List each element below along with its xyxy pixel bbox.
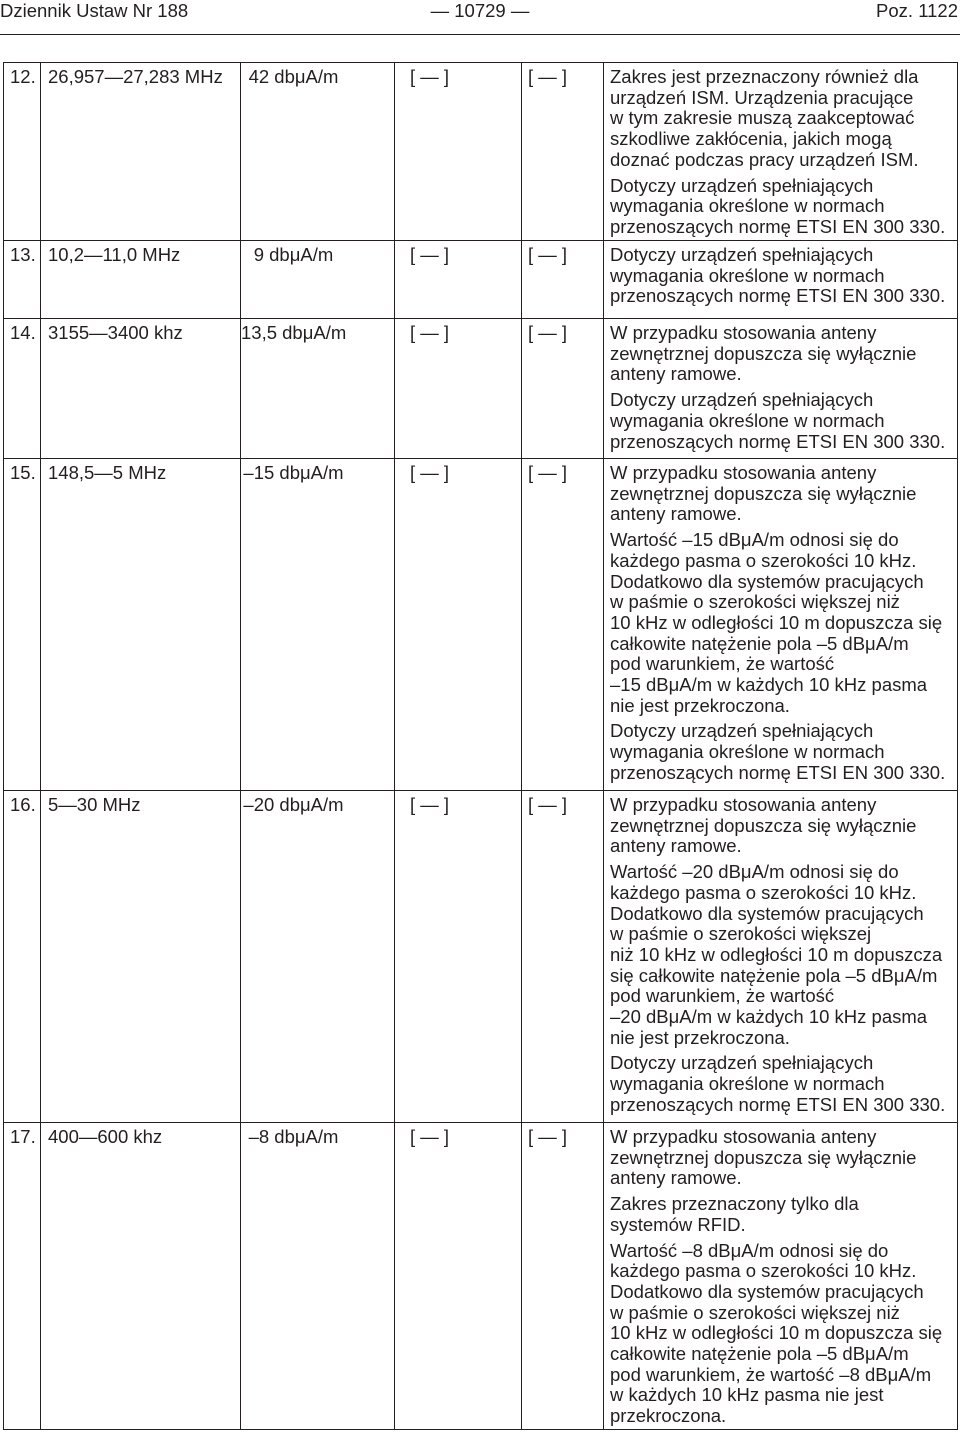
remarks-line: anteny ramowe. <box>610 835 742 857</box>
placeholder-b: [ — ] <box>528 462 568 483</box>
remarks-line: W przypadku stosowania anteny <box>610 1126 877 1147</box>
table-row <box>3 458 958 790</box>
remarks-line: nie jest przekroczona. <box>610 694 790 716</box>
remarks-line: zewnętrznej dopuszcza się wyłącznie <box>610 482 917 504</box>
frequency-range-cell <box>40 319 240 458</box>
table-row <box>3 318 958 458</box>
remarks-line: w paśmie o szerokości większej niż <box>610 1301 900 1323</box>
remarks-line: Dodatkowo dla systemów pracujących <box>610 1280 924 1302</box>
position-number: Poz. 1122 <box>876 0 958 21</box>
remarks-paragraph <box>610 323 957 385</box>
row-number-cell <box>3 1123 40 1429</box>
frequency-range-cell <box>40 459 240 790</box>
regulation-table <box>3 62 958 1430</box>
remarks-line: –20 dBμA/m w każdych 10 kHz pasma <box>610 1006 928 1028</box>
remarks-line: anteny ramowe. <box>610 1167 742 1189</box>
remarks-line: Dotyczy urządzeń spełniających <box>610 1052 874 1074</box>
remarks-paragraph <box>610 1241 957 1427</box>
remarks-line: w każdych 10 kHz pasma nie jest <box>610 1384 884 1406</box>
remarks-paragraph <box>610 67 957 171</box>
page-number: — 10729 — <box>430 0 530 21</box>
remarks-cell <box>603 1123 958 1429</box>
frequency-range: 26,957—27,283 MHz <box>48 66 223 87</box>
placeholder-b: [ — ] <box>528 66 568 87</box>
remarks-line: zewnętrznej dopuszcza się wyłącznie <box>610 1146 917 1168</box>
remarks-line: każdego pasma o szerokości 10 kHz. <box>610 549 917 571</box>
frequency-range-cell <box>40 241 240 318</box>
placeholder-a-cell <box>394 319 521 458</box>
remarks-paragraph <box>610 530 957 716</box>
remarks-line: Dotyczy urządzeń spełniających <box>610 174 874 196</box>
placeholder-a: [ — ] <box>410 244 450 265</box>
remarks-line: w paśmie o szerokości większej niż <box>610 591 900 613</box>
remarks-line: W przypadku stosowania anteny <box>610 322 877 343</box>
remarks-line: nie jest przekroczona. <box>610 1026 790 1048</box>
table-row <box>3 1122 958 1429</box>
row-number: 17. <box>10 1126 36 1147</box>
row-number: 12. <box>10 66 36 87</box>
remarks-paragraph <box>610 390 957 452</box>
field-strength-limit-cell <box>240 63 394 240</box>
placeholder-a: [ — ] <box>410 1126 450 1147</box>
field-strength-limit-cell <box>240 1123 394 1429</box>
row-number-cell <box>3 63 40 240</box>
remarks-line: Wartość –8 dBμA/m odnosi się do <box>610 1239 889 1261</box>
remarks-line: każdego pasma o szerokości 10 kHz. <box>610 881 917 903</box>
remarks-line: całkowite natężenie pola –5 dBμA/m <box>610 1343 909 1365</box>
placeholder-a: [ — ] <box>410 322 450 343</box>
remarks-line: przenoszących normę ETSI EN 300 330. <box>610 1093 946 1115</box>
remarks-line: wymagania określone w normach <box>610 409 885 431</box>
remarks-line: szkodliwe zakłócenia, jakich mogą <box>610 128 892 150</box>
placeholder-b-cell <box>521 63 603 240</box>
field-strength-limit: 13,5 dbμA/m <box>241 322 347 343</box>
frequency-range: 400—600 khz <box>48 1126 163 1147</box>
placeholder-b-cell <box>521 1123 603 1429</box>
remarks-paragraph <box>610 1127 957 1189</box>
remarks-line: przekroczona. <box>610 1405 727 1427</box>
frequency-range: 10,2—11,0 MHz <box>48 244 181 265</box>
frequency-range-cell <box>40 1123 240 1429</box>
row-number: 15. <box>10 462 36 483</box>
remarks-line: wymagania określone w normach <box>610 1073 885 1095</box>
frequency-range-cell <box>40 63 240 240</box>
placeholder-b-cell <box>521 319 603 458</box>
remarks-line: systemów RFID. <box>610 1213 746 1235</box>
field-strength-limit: 9 dbμA/m <box>253 244 334 265</box>
remarks-cell <box>603 63 958 240</box>
field-strength-limit-cell <box>240 459 394 790</box>
remarks-paragraph <box>610 245 957 307</box>
field-strength-limit: –20 dbμA/m <box>243 794 344 815</box>
frequency-range: 148,5—5 MHz <box>48 462 167 483</box>
remarks-line: W przypadku stosowania anteny <box>610 462 877 483</box>
placeholder-a-cell <box>394 791 521 1122</box>
remarks-paragraph <box>610 176 957 238</box>
remarks-line: Dotyczy urządzeń spełniających <box>610 389 874 411</box>
remarks-line: przenoszących normę ETSI EN 300 330. <box>610 761 946 783</box>
remarks-line: pod warunkiem, że wartość <box>610 653 835 675</box>
remarks-line: Wartość –20 dBμA/m odnosi się do <box>610 861 899 883</box>
remarks-line: Zakres jest przeznaczony również dla <box>610 66 919 87</box>
field-strength-limit-cell <box>240 241 394 318</box>
row-number: 16. <box>10 794 36 815</box>
remarks-line: 10 kHz w odległości 10 m dopuszcza się <box>610 1322 943 1344</box>
remarks-line: W przypadku stosowania anteny <box>610 794 877 815</box>
remarks-line: doznać podczas pracy urządzeń ISM. <box>610 148 919 170</box>
placeholder-b: [ — ] <box>528 1126 568 1147</box>
remarks-line: zewnętrznej dopuszcza się wyłącznie <box>610 342 917 364</box>
placeholder-a-cell <box>394 459 521 790</box>
remarks-line: przenoszących normę ETSI EN 300 330. <box>610 430 946 452</box>
row-number: 14. <box>10 322 36 343</box>
remarks-line: anteny ramowe. <box>610 363 742 385</box>
remarks-cell <box>603 791 958 1122</box>
remarks-line: Zakres przeznaczony tylko dla <box>610 1193 859 1215</box>
placeholder-a: [ — ] <box>410 462 450 483</box>
remarks-line: wymagania określone w normach <box>610 741 885 763</box>
remarks-line: pod warunkiem, że wartość <box>610 985 835 1007</box>
remarks-cell <box>603 241 958 318</box>
placeholder-b: [ — ] <box>528 794 568 815</box>
journal-title: Dziennik Ustaw Nr 188 <box>0 0 189 21</box>
remarks-line: każdego pasma o szerokości 10 kHz. <box>610 1260 917 1282</box>
placeholder-a-cell <box>394 1123 521 1429</box>
placeholder-b-cell <box>521 791 603 1122</box>
remarks-line: –15 dBμA/m w każdych 10 kHz pasma <box>610 674 928 696</box>
remarks-paragraph <box>610 1053 957 1115</box>
remarks-line: przenoszących normę ETSI EN 300 330. <box>610 215 946 237</box>
placeholder-a: [ — ] <box>410 794 450 815</box>
row-number-cell <box>3 241 40 318</box>
remarks-line: przenoszących normę ETSI EN 300 330. <box>610 285 946 307</box>
field-strength-limit-cell <box>240 791 394 1122</box>
remarks-line: Dodatkowo dla systemów pracujących <box>610 902 924 924</box>
remarks-line: niż 10 kHz w odległości 10 m dopuszcza <box>610 943 943 965</box>
frequency-range: 5—30 MHz <box>48 794 141 815</box>
remarks-paragraph <box>610 1194 957 1235</box>
frequency-range: 3155—3400 khz <box>48 322 183 343</box>
field-strength-limit-cell <box>240 319 394 458</box>
remarks-line: 10 kHz w odległości 10 m dopuszcza się <box>610 611 943 633</box>
remarks-line: urządzeń ISM. Urządzenia pracujące <box>610 86 914 108</box>
row-number-cell <box>3 319 40 458</box>
remarks-paragraph <box>610 795 957 857</box>
remarks-line: całkowite natężenie pola –5 dBμA/m <box>610 632 909 654</box>
placeholder-b-cell <box>521 241 603 318</box>
remarks-line: pod warunkiem, że wartość –8 dBμA/m <box>610 1363 932 1385</box>
remarks-paragraph <box>610 463 957 525</box>
table-row <box>3 62 958 240</box>
remarks-line: wymagania określone w normach <box>610 195 885 217</box>
remarks-cell <box>603 459 958 790</box>
remarks-cell <box>603 319 958 458</box>
field-strength-limit: –15 dbμA/m <box>243 462 344 483</box>
remarks-line: Dotyczy urządzeń spełniających <box>610 244 874 265</box>
field-strength-limit: –8 dbμA/m <box>248 1126 339 1147</box>
row-number: 13. <box>10 244 36 265</box>
placeholder-a: [ — ] <box>410 66 450 87</box>
header-rule <box>0 34 960 35</box>
remarks-line: zewnętrznej dopuszcza się wyłącznie <box>610 814 917 836</box>
placeholder-b-cell <box>521 459 603 790</box>
row-number-cell <box>3 791 40 1122</box>
table-row <box>3 240 958 318</box>
placeholder-b: [ — ] <box>528 244 568 265</box>
remarks-line: w tym zakresie muszą zaakceptować <box>610 107 915 129</box>
remarks-line: Dotyczy urządzeń spełniających <box>610 720 874 742</box>
placeholder-a-cell <box>394 63 521 240</box>
remarks-line: anteny ramowe. <box>610 503 742 525</box>
frequency-range-cell <box>40 791 240 1122</box>
page-header <box>0 1 960 23</box>
remarks-line: się całkowite natężenie pola –5 dBμA/m <box>610 964 938 986</box>
remarks-paragraph <box>610 721 957 783</box>
remarks-line: wymagania określone w normach <box>610 264 885 286</box>
remarks-line: Wartość –15 dBμA/m odnosi się do <box>610 529 899 551</box>
placeholder-b: [ — ] <box>528 322 568 343</box>
remarks-line: w paśmie o szerokości większej <box>610 923 872 945</box>
row-number-cell <box>3 459 40 790</box>
table-row <box>3 790 958 1122</box>
field-strength-limit: 42 dbμA/m <box>248 66 339 87</box>
placeholder-a-cell <box>394 241 521 318</box>
remarks-line: Dodatkowo dla systemów pracujących <box>610 570 924 592</box>
remarks-paragraph <box>610 862 957 1048</box>
